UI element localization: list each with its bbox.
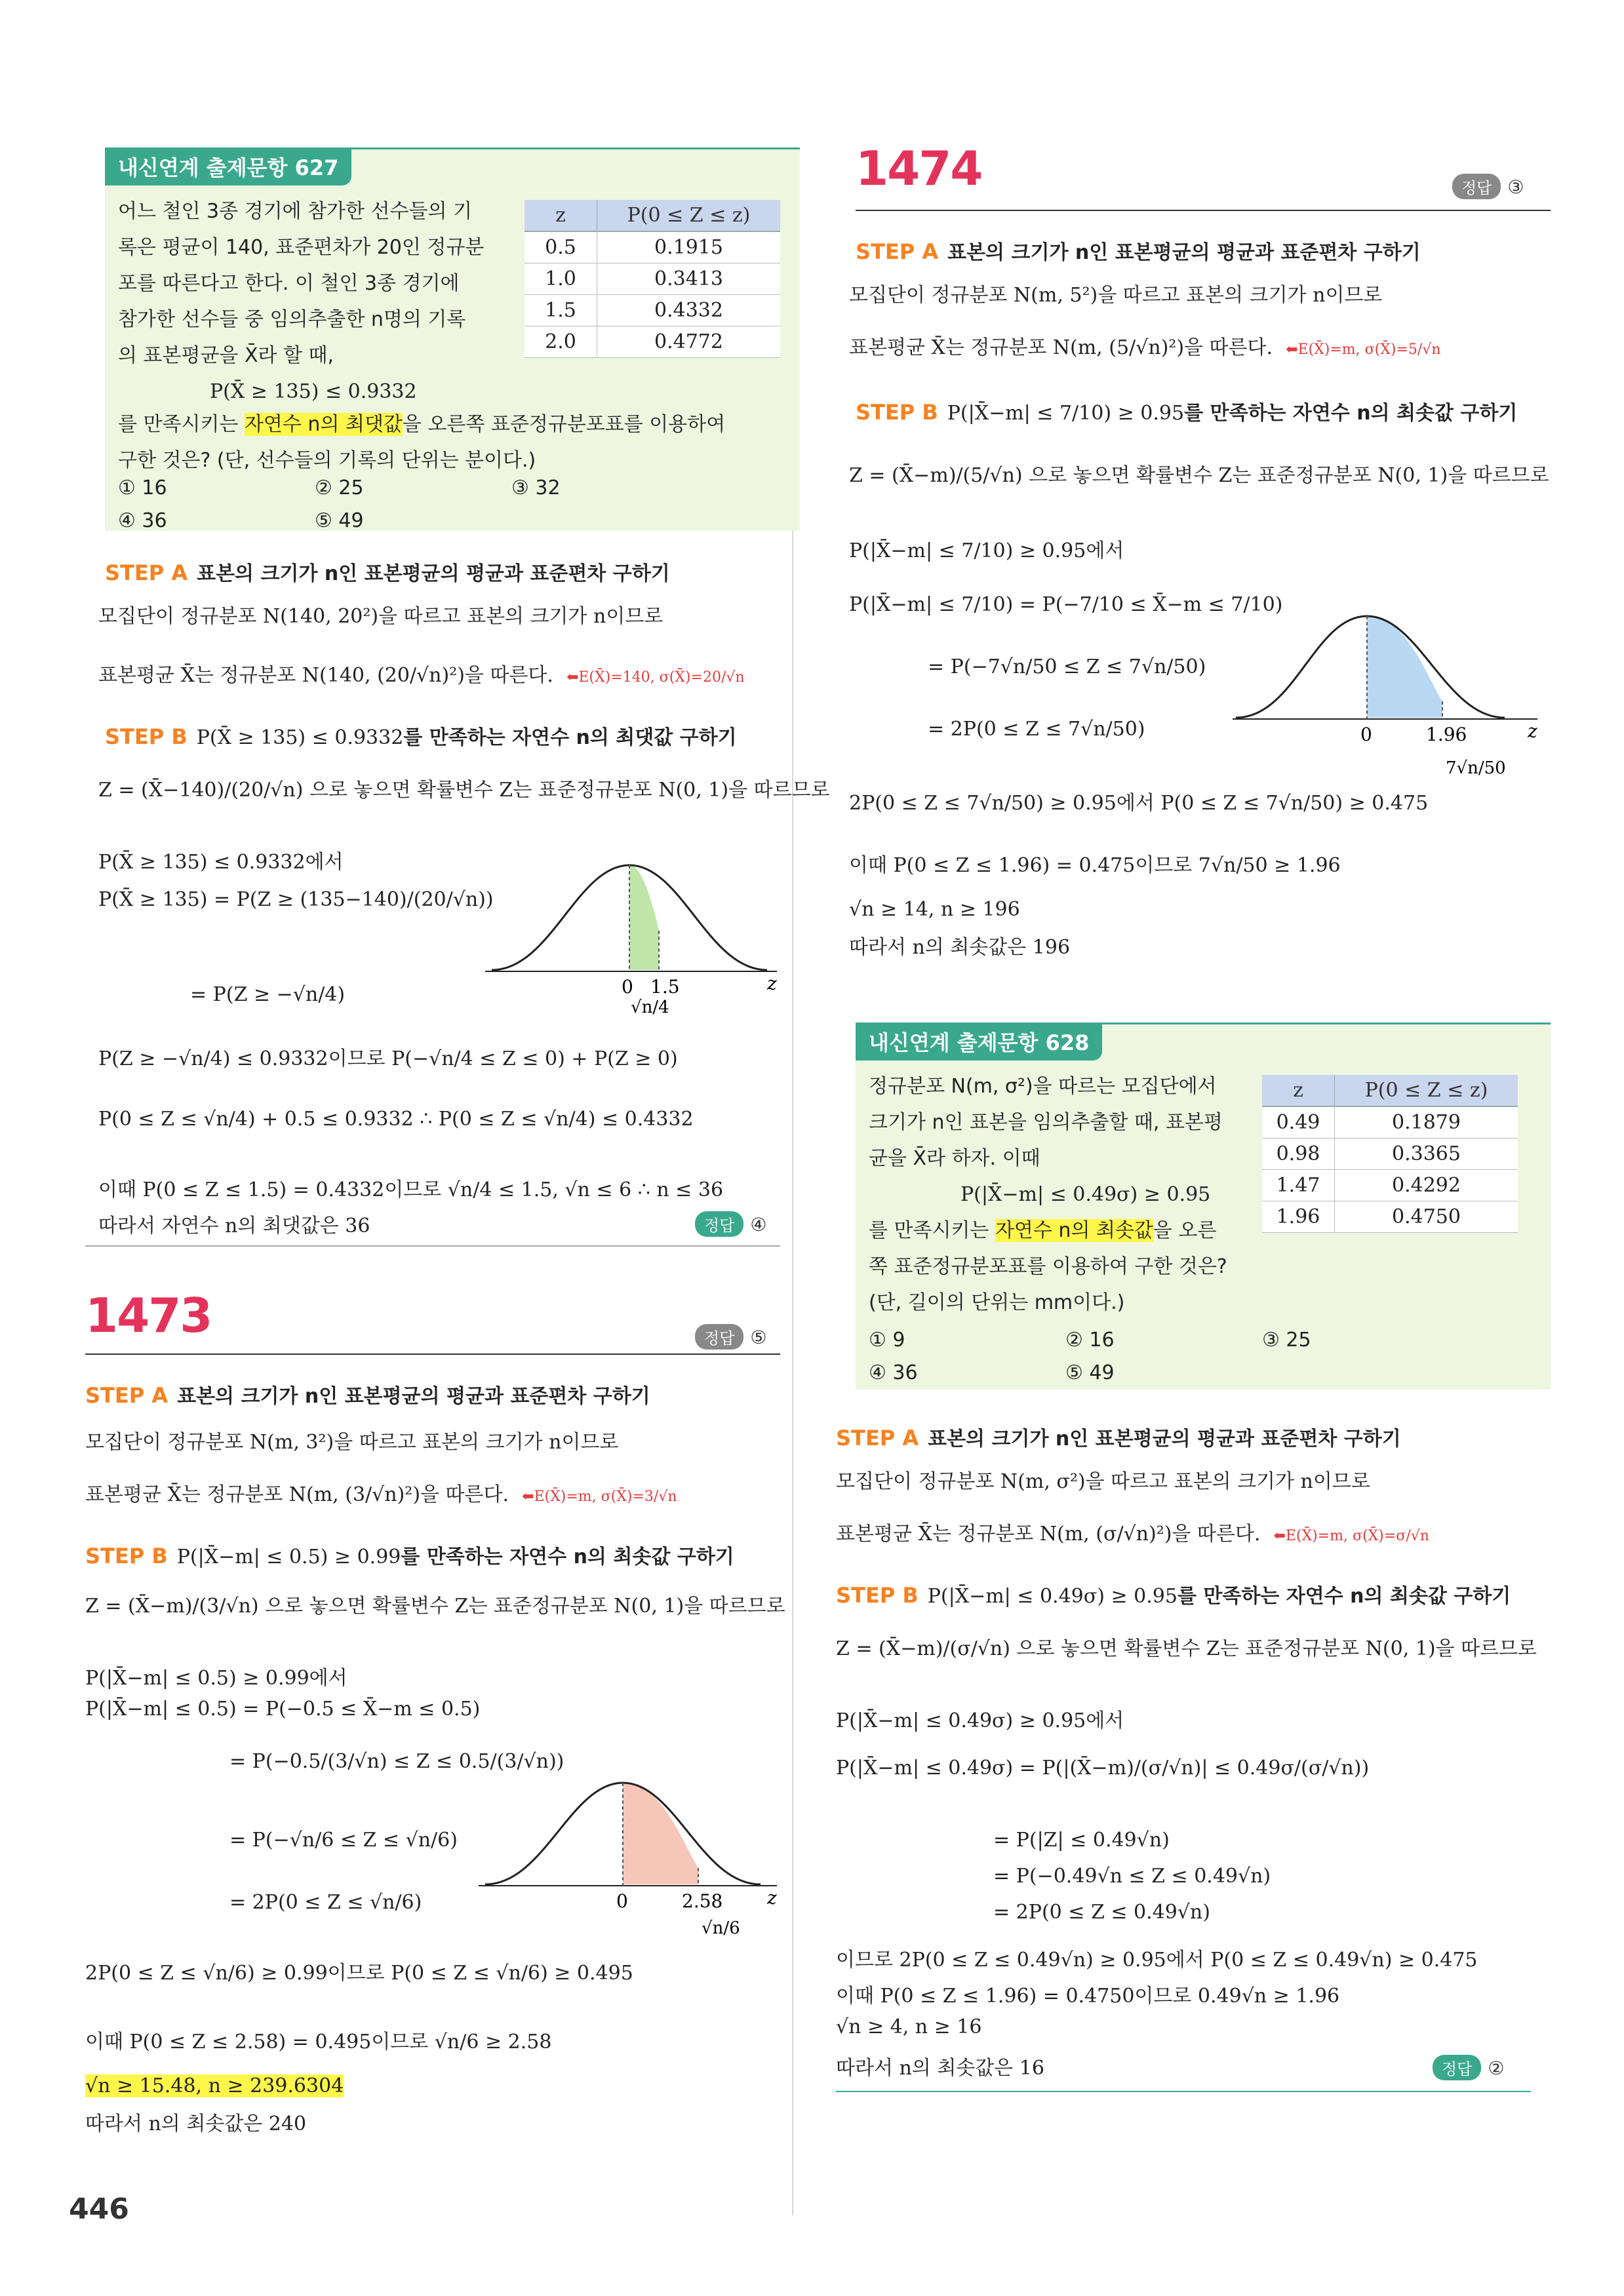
solution-line: 모집단이 정규분포 N(m, 5²)을 따르고 표본의 크기가 n이므로	[849, 284, 1383, 307]
section-rule	[85, 1245, 780, 1247]
table-cell: 0.4772	[597, 326, 781, 358]
solution-line: 따라서 n의 최솟값은 196	[849, 936, 1071, 959]
step-a-628	[836, 1422, 1401, 1451]
solution-line: = P(Z ≥ −√n/4)	[190, 983, 346, 1006]
answer-628	[1433, 2055, 1504, 2080]
solution-line: 이므로 2P(0 ≤ Z ≤ 0.49√n) ≥ 0.95에서 P(0 ≤ Z ≤ 0.49√n) ≥ 0.475	[836, 1949, 1478, 1972]
solution-line	[85, 2074, 344, 2097]
note: ⬅E(X̄)=m, σ(X̄)=3/√n	[522, 1489, 677, 1505]
title-rule	[856, 210, 1551, 211]
choices-627	[118, 472, 774, 537]
table-row	[1262, 1170, 1518, 1201]
table-cell: 0.4292	[1335, 1170, 1518, 1201]
solution-line: = P(−7√n/50 ≤ Z ≤ 7√n/50)	[928, 655, 1206, 678]
solution-line: = P(|Z| ≤ 0.49√n)	[993, 1829, 1170, 1852]
problem-line: 의 표본평균을 X̄라 할 때,	[118, 344, 334, 367]
solution-line: 이때 P(0 ≤ Z ≤ 2.58) = 0.495이므로 √n/6 ≥ 2.58	[85, 2031, 552, 2053]
table-cell: 0.4332	[597, 295, 781, 326]
problem-line: 참가한 선수들 중 임의추출한 n명의 기록	[118, 308, 466, 331]
step-b-1473	[85, 1540, 734, 1569]
solution-line: Z = (X̄−m)/(5/√n) 으로 놓으면 확률변수 Z는 표준정규분포 N(0, 1)을 따르므로	[849, 464, 1549, 487]
solution-line: 따라서 n의 최솟값은 240	[85, 2112, 307, 2135]
choice-2[interactable]: ② 25	[315, 477, 364, 499]
problem-condition: P(X̄ ≥ 135) ≤ 0.9332	[210, 380, 417, 403]
solution-line: 이때 P(0 ≤ Z ≤ 1.96) = 0.4750이므로 0.49√n ≥ 1.96	[836, 1985, 1340, 2008]
curve-label: 0	[1360, 724, 1372, 745]
solution-line: 따라서 자연수 n의 최댓값은 36	[98, 1215, 370, 1237]
note: ⬅E(X̄)=140, σ(X̄)=20/√n	[566, 669, 745, 686]
choice-1[interactable]: ① 9	[869, 1329, 905, 1352]
note: ⬅E(X̄)=m, σ(X̄)=σ/√n	[1273, 1528, 1429, 1544]
cond-text: 구한 것은? (단, 선수들의 기록의 단위는 분이다.)	[118, 449, 536, 472]
step-label: STEP B	[105, 724, 188, 749]
problem-628-text	[869, 1068, 1236, 1321]
table-cell: 1.47	[1262, 1170, 1335, 1201]
step-title: 를 만족하는 자연수 n의 최댓값 구하기	[403, 726, 737, 749]
solution-line: 따라서 n의 최솟값은 16	[836, 2057, 1044, 2080]
step-title: 표본의 크기가 n인 표본평균의 평균과 표준편차 구하기	[197, 562, 670, 585]
curve-label: √n/6	[702, 1918, 740, 1938]
table-row	[525, 263, 780, 295]
title-rule	[85, 1353, 780, 1355]
solution-line: = 2P(0 ≤ Z ≤ 7√n/50)	[928, 718, 1145, 741]
step-b-1474	[856, 397, 1517, 425]
table-cell: 2.0	[525, 326, 597, 358]
step-math: P(|X̄−m| ≤ 0.5) ≥ 0.99	[176, 1546, 401, 1568]
solution-line: P(|X̄−m| ≤ 0.49σ) ≥ 0.95에서	[836, 1709, 1124, 1732]
choice-2[interactable]: ② 16	[1065, 1329, 1115, 1352]
table-cell: 0.3365	[1335, 1138, 1518, 1170]
choices-628	[869, 1324, 1524, 1390]
highlight: 자연수 n의 최댓값	[244, 413, 403, 436]
cond-text: 를 만족시키는	[118, 413, 245, 436]
problem-1474-title: 1474	[856, 141, 982, 196]
solution-line: 이때 P(0 ≤ Z ≤ 1.5) = 0.4332이므로 √n/4 ≤ 1.5, √n ≤ 6 ∴ n ≤ 36	[98, 1178, 724, 1201]
cond-text: 을 오른	[1153, 1219, 1217, 1242]
solution-line	[836, 1517, 1429, 1546]
table-cell: 0.1879	[1335, 1106, 1518, 1138]
solution-line: = P(−√n/6 ≤ Z ≤ √n/6)	[229, 1829, 458, 1852]
answer-1474	[1452, 174, 1524, 199]
table-row	[1262, 1138, 1518, 1170]
cond-text: 을 오른쪽 표준정규분포표를 이용하여	[402, 413, 726, 436]
solution-line: √n ≥ 4, n ≥ 16	[836, 2015, 982, 2038]
solution-line	[98, 659, 745, 688]
solution-line: 이때 P(0 ≤ Z ≤ 1.96) = 0.475이므로 7√n/50 ≥ 1.96	[849, 854, 1341, 877]
solution-line: = P(−0.49√n ≤ Z ≤ 0.49√n)	[993, 1865, 1271, 1888]
step-b-628	[836, 1580, 1511, 1608]
answer-pill: 정답	[1452, 174, 1501, 199]
cond-text: 를 만족시키는	[869, 1219, 995, 1242]
solution-line: P(|X̄−m| ≤ 7/10) = P(−7/10 ≤ X̄−m ≤ 7/10)	[849, 593, 1283, 616]
table-cell: 0.3413	[597, 263, 781, 295]
choice-4[interactable]: ④ 36	[869, 1361, 918, 1384]
table-cell: 1.5	[525, 295, 597, 326]
choice-4[interactable]: ④ 36	[118, 509, 167, 532]
solution-line: P(|X̄−m| ≤ 0.49σ) = P(|(X̄−m)/(σ/√n)| ≤ 0.49σ/(σ/√n))	[836, 1757, 1370, 1780]
step-math: P(|X̄−m| ≤ 7/10) ≥ 0.95	[947, 402, 1185, 425]
step-title: 를 만족하는 자연수 n의 최솟값 구하기	[1184, 402, 1518, 425]
solution-line: Z = (X̄−m)/(σ/√n) 으로 놓으면 확률변수 Z는 표준정규분포 N(0, 1)을 따르므로	[836, 1637, 1537, 1660]
curve-label: z	[767, 973, 777, 994]
table-row	[525, 295, 780, 326]
problem-line: 균을 X̄라 하자. 이때	[869, 1147, 1040, 1170]
shaded-region	[623, 1783, 698, 1884]
choice-5[interactable]: ⑤ 49	[1065, 1361, 1115, 1384]
choice-3[interactable]: ③ 25	[1262, 1329, 1311, 1352]
step-math: P(|X̄−m| ≤ 0.49σ) ≥ 0.95	[927, 1585, 1178, 1608]
step-label: STEP A	[85, 1383, 168, 1408]
cond-text: (단, 길이의 단위는 mm이다.)	[869, 1291, 1125, 1314]
answer-1473	[695, 1324, 766, 1350]
curve-label: z	[767, 1887, 777, 1909]
normal-curve-1473	[472, 1770, 780, 1966]
table-row	[525, 326, 780, 358]
step-title: 를 만족하는 자연수 n의 최솟값 구하기	[1177, 1585, 1511, 1608]
problem-627-text	[118, 193, 485, 410]
answer-value: ⑤	[750, 1327, 767, 1348]
step-title: 표본의 크기가 n인 표본평균의 평균과 표준편차 구하기	[928, 1428, 1401, 1450]
problem-condition: P(|X̄−m| ≤ 0.49σ) ≥ 0.95	[961, 1183, 1211, 1206]
z-table-header: P(0 ≤ Z ≤ z)	[1335, 1075, 1518, 1106]
answer-value: ④	[750, 1214, 767, 1236]
table-cell: 0.98	[1262, 1138, 1335, 1170]
solution-text: 표본평균 X̄는 정규분포 N(140, (20/√n)²)을 따른다.	[98, 664, 553, 687]
curve-label: z	[1528, 720, 1537, 742]
step-label: STEP B	[836, 1583, 919, 1608]
table-cell: 0.4750	[1335, 1201, 1518, 1233]
solution-line: 2P(0 ≤ Z ≤ 7√n/50) ≥ 0.95에서 P(0 ≤ Z ≤ 7√n/50) ≥ 0.475	[849, 792, 1429, 815]
problem-line: 록은 평균이 140, 표준편차가 20인 정규분	[118, 236, 485, 259]
step-title: 를 만족하는 자연수 n의 최솟값 구하기	[401, 1546, 734, 1568]
curve-label: 0	[622, 976, 633, 998]
answer-value: ③	[1507, 176, 1524, 198]
solution-line: = 2P(0 ≤ Z ≤ 0.49√n)	[993, 1901, 1210, 1924]
solution-line: P(X̄ ≥ 135) = P(Z ≥ (135−140)/(20/√n))	[98, 888, 494, 911]
highlight: 자연수 n의 최솟값	[995, 1219, 1153, 1242]
solution-text: 표본평균 X̄는 정규분포 N(m, (5/√n)²)을 따른다.	[849, 336, 1273, 359]
solution-line: P(|X̄−m| ≤ 0.5) ≥ 0.99에서	[85, 1667, 347, 1690]
solution-line: Z = (X̄−140)/(20/√n) 으로 놓으면 확률변수 Z는 표준정규분포 N(0, 1)을 따르므로	[98, 779, 830, 802]
z-table-header: z	[1262, 1075, 1335, 1106]
shaded-region	[1367, 616, 1442, 718]
solution-text: 표본평균 X̄는 정규분포 N(m, (3/√n)²)을 따른다.	[85, 1483, 509, 1506]
choice-1[interactable]: ① 16	[118, 477, 167, 499]
table-row	[1262, 1106, 1518, 1138]
choice-3[interactable]: ③ 32	[511, 477, 561, 499]
solution-line: P(|X̄−m| ≤ 0.5) = P(−0.5 ≤ X̄−m ≤ 0.5)	[85, 1698, 481, 1721]
table-cell: 1.0	[525, 263, 597, 295]
solution-line: P(0 ≤ Z ≤ √n/4) + 0.5 ≤ 0.9332 ∴ P(0 ≤ Z ≤ √n/4) ≤ 0.4332	[98, 1108, 694, 1131]
solution-line: Z = (X̄−m)/(3/√n) 으로 놓으면 확률변수 Z는 표준정규분포 N(0, 1)을 따르므로	[85, 1595, 785, 1618]
section-rule	[836, 2091, 1531, 2092]
curve-label: 1.5	[650, 976, 680, 998]
answer-value: ②	[1488, 2057, 1505, 2079]
solution-line: = P(−0.5/(3/√n) ≤ Z ≤ 0.5/(3/√n))	[229, 1750, 564, 1773]
table-cell: 0.5	[525, 231, 597, 263]
step-b-627	[105, 721, 737, 750]
solution-line: √n ≥ 14, n ≥ 196	[849, 898, 1020, 921]
problem-1473-title: 1473	[85, 1288, 212, 1343]
table-cell: 0.1915	[597, 231, 781, 263]
solution-line	[85, 1478, 677, 1507]
problem-line: 어느 철인 3종 경기에 참가한 선수들의 기	[118, 200, 472, 223]
problem-627-box	[105, 147, 800, 531]
step-title: 표본의 크기가 n인 표본평균의 평균과 표준편차 구하기	[177, 1385, 650, 1408]
table-cell: 0.49	[1262, 1106, 1335, 1138]
problem-628-box	[856, 1022, 1551, 1390]
solution-line: = 2P(0 ≤ Z ≤ √n/6)	[229, 1891, 422, 1914]
page-number: 446	[69, 2192, 129, 2226]
problem-line: 정규분포 N(m, σ²)을 따르는 모집단에서	[869, 1075, 1217, 1098]
step-a-627	[105, 557, 670, 586]
solution-line: 모집단이 정규분포 N(m, 3²)을 따르고 표본의 크기가 n이므로	[85, 1431, 619, 1454]
problem-627-condition	[118, 406, 793, 478]
curve-label: 7√n/50	[1446, 758, 1506, 778]
step-label: STEP A	[856, 239, 939, 264]
solution-line: 2P(0 ≤ Z ≤ √n/6) ≥ 0.99이므로 P(0 ≤ Z ≤ √n/6) ≥ 0.495	[85, 1962, 633, 1985]
shaded-region	[629, 865, 659, 970]
curve-label: 2.58	[682, 1890, 723, 1912]
problem-627-tag: 내신연계 출제문항 627	[105, 147, 351, 185]
answer-pill: 정답	[1433, 2055, 1481, 2080]
step-label: STEP A	[836, 1426, 919, 1450]
cond-text: 쪽 표준정규분포표를 이용하여 구한 것은?	[869, 1255, 1227, 1278]
step-a-1474	[856, 236, 1421, 265]
curve-label: √n/4	[631, 998, 669, 1017]
step-math: P(X̄ ≥ 135) ≤ 0.9332	[196, 726, 404, 749]
problem-line: 포를 따른다고 한다. 이 철인 3종 경기에	[118, 272, 460, 295]
note: ⬅E(X̄)=m, σ(X̄)=5/√n	[1286, 341, 1441, 358]
curve-label: 1.96	[1426, 724, 1467, 745]
solution-line: P(Z ≥ −√n/4) ≤ 0.9332이므로 P(−√n/4 ≤ Z ≤ 0) + P(Z ≥ 0)	[98, 1047, 678, 1070]
step-label: STEP B	[856, 400, 938, 425]
problem-628-tag: 내신연계 출제문항 628	[856, 1022, 1102, 1060]
answer-pill: 정답	[695, 1324, 743, 1350]
choice-5[interactable]: ⑤ 49	[315, 509, 364, 532]
highlight: √n ≥ 15.48, n ≥ 239.6304	[85, 2074, 344, 2097]
table-row	[525, 231, 780, 263]
table-row	[1262, 1201, 1518, 1233]
normal-curve-627	[479, 852, 780, 1055]
normal-curve-1474	[1229, 603, 1544, 813]
z-table-header: z	[525, 200, 597, 231]
solution-line	[849, 331, 1441, 360]
z-table-header: P(0 ≤ Z ≤ z)	[597, 200, 781, 231]
step-label: STEP A	[105, 560, 188, 585]
answer-627	[695, 1211, 766, 1237]
solution-line: 모집단이 정규분포 N(m, σ²)을 따르고 표본의 크기가 n이므로	[836, 1470, 1370, 1493]
solution-text: 표본평균 X̄는 정규분포 N(m, (σ/√n)²)을 따른다.	[836, 1523, 1261, 1546]
step-label: STEP B	[85, 1544, 168, 1568]
step-title: 표본의 크기가 n인 표본평균의 평균과 표준편차 구하기	[947, 241, 1421, 264]
solution-line: 모집단이 정규분포 N(140, 20²)을 따르고 표본의 크기가 n이므로	[98, 605, 663, 628]
z-table-628	[1262, 1075, 1518, 1233]
step-a-1473	[85, 1380, 650, 1409]
problem-line: 크기가 n인 표본을 임의추출할 때, 표본평	[869, 1111, 1223, 1134]
solution-line: P(|X̄−m| ≤ 7/10) ≥ 0.95에서	[849, 539, 1124, 562]
answer-pill: 정답	[695, 1211, 743, 1237]
curve-label: 0	[616, 1890, 628, 1912]
solution-line: P(X̄ ≥ 135) ≤ 0.9332에서	[98, 851, 344, 874]
z-table-627	[525, 200, 780, 358]
table-cell: 1.96	[1262, 1201, 1335, 1233]
